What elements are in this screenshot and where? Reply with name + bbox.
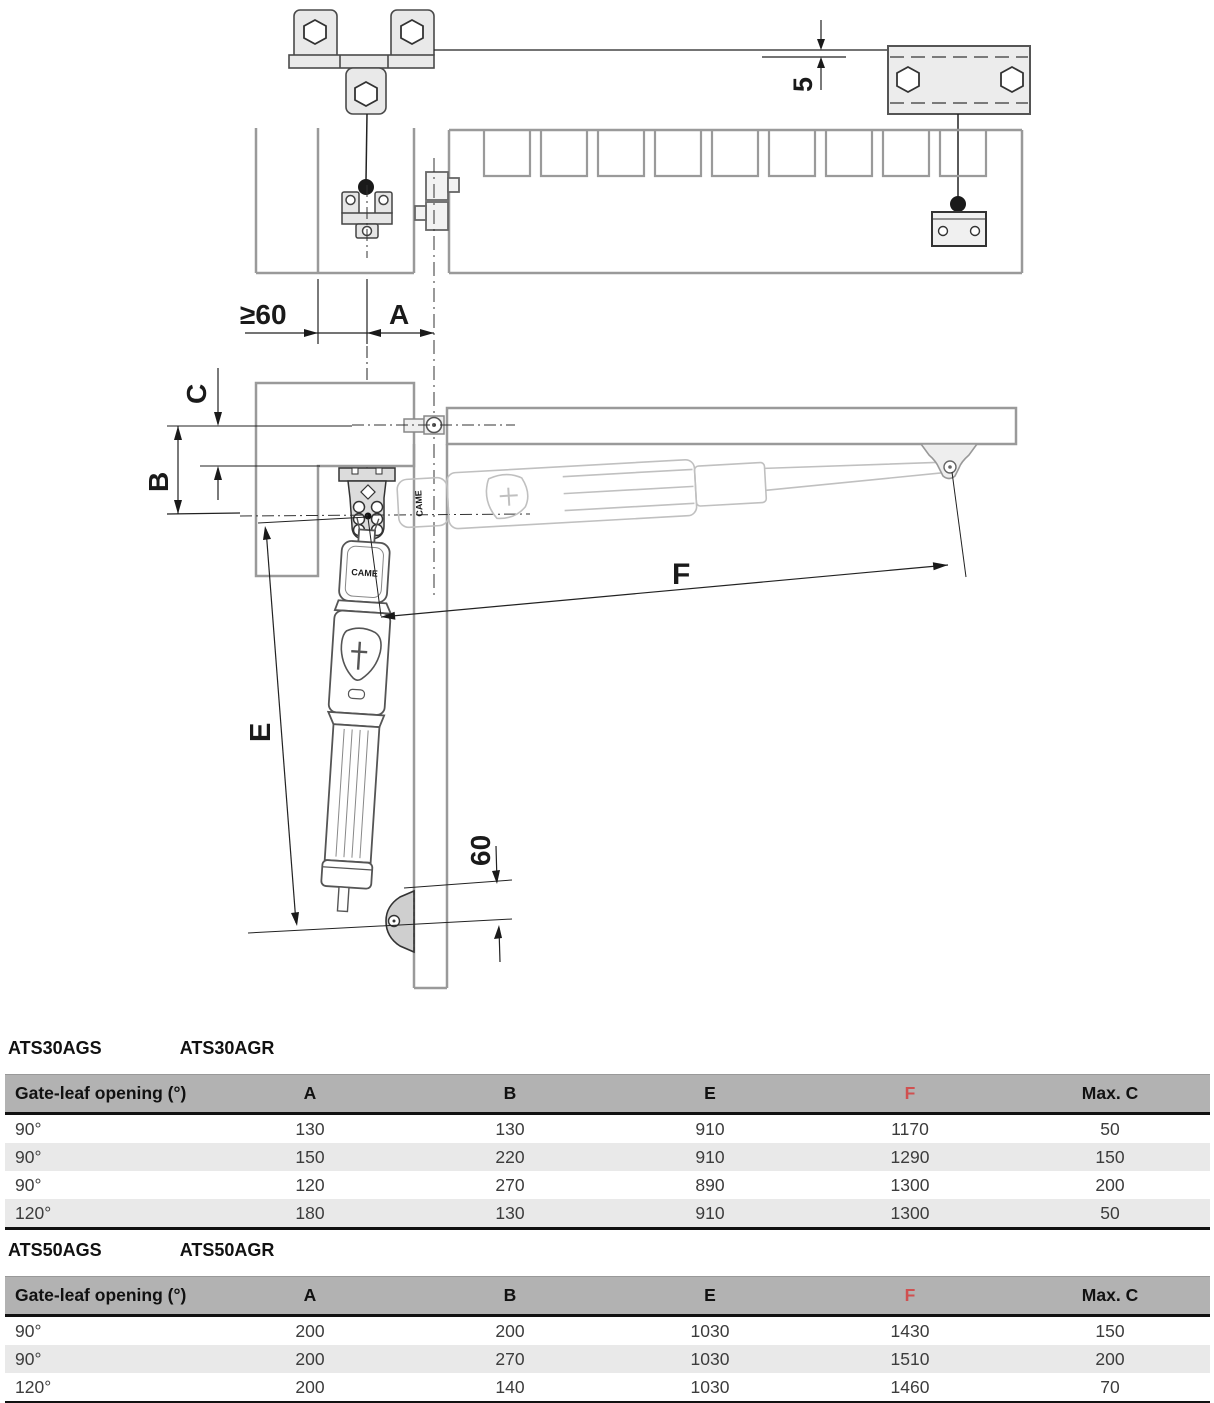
cell-a: 200: [295, 1320, 325, 1341]
callout-line: [366, 114, 367, 180]
model-name: ATS50AGR: [179, 1240, 275, 1260]
table-header-row: [5, 1075, 1210, 1114]
cell-opening: 90°: [15, 1146, 42, 1167]
front-bracket-on-rail: [386, 891, 414, 952]
cell-e: 890: [695, 1174, 725, 1195]
cell-a: 180: [295, 1202, 325, 1223]
cell-e: 1030: [690, 1320, 730, 1341]
table-row: [5, 1143, 1210, 1171]
model-titles-2: [8, 1240, 1214, 1262]
cell-e: 910: [695, 1202, 725, 1223]
cell-b: 270: [495, 1348, 525, 1369]
cell-b: 200: [495, 1320, 525, 1341]
table-row: [5, 1199, 1210, 1229]
cell-maxc: 200: [1095, 1174, 1125, 1195]
col-header-b: B: [410, 1277, 610, 1316]
dim-label-60: 60: [465, 834, 496, 866]
cell-a: 200: [295, 1376, 325, 1397]
tables-area: [0, 1028, 1214, 1403]
dimension-F: [368, 518, 948, 620]
col-header-f: F: [810, 1075, 1010, 1114]
dim-label-min60: ≥60: [240, 299, 287, 330]
front-bracket-detail: [289, 10, 434, 114]
dimension-B: [167, 426, 240, 514]
col-header-opening: Gate-leaf opening (°): [5, 1277, 210, 1316]
col-header-e: E: [610, 1075, 810, 1114]
col-header-a: A: [210, 1277, 410, 1316]
model-name: ATS30AGS: [8, 1038, 102, 1058]
actuator-closed-ghost: [396, 445, 952, 532]
dim-label-E: E: [245, 722, 277, 742]
dim-label-A: A: [389, 299, 410, 330]
table-header-row: [5, 1277, 1210, 1316]
model-titles-1: [8, 1038, 1214, 1060]
gate-bars: [484, 130, 986, 176]
cell-e: 1030: [690, 1348, 730, 1369]
gate-plate: [932, 212, 986, 246]
cell-b: 220: [495, 1146, 525, 1167]
col-header-a: A: [210, 1075, 410, 1114]
brand-logo-ghost: CAME: [413, 489, 425, 517]
table-row: [5, 1316, 1210, 1346]
cell-f: 1300: [890, 1202, 930, 1223]
gate-beam-closed: [447, 408, 1016, 444]
hinge-top-view: [415, 172, 459, 230]
table-row: [5, 1171, 1210, 1199]
table-row: [5, 1345, 1210, 1373]
cell-f: 1510: [890, 1348, 930, 1369]
model-name: ATS50AGS: [8, 1240, 102, 1260]
dimension-5: [434, 20, 888, 90]
callout-dot: [358, 179, 374, 195]
cell-opening: 90°: [15, 1348, 42, 1369]
front-bracket-on-beam: [921, 444, 977, 577]
brand-logo: CAME: [351, 567, 379, 579]
plan-view-structure: [256, 128, 1022, 273]
cell-b: 270: [495, 1174, 525, 1195]
cell-a: 150: [295, 1146, 325, 1167]
cell-opening: 90°: [15, 1320, 42, 1341]
cell-maxc: 150: [1095, 1320, 1125, 1341]
cell-opening: 120°: [15, 1376, 52, 1397]
col-header-maxc: Max. C: [1010, 1075, 1210, 1114]
cell-b: 130: [495, 1202, 525, 1223]
col-header-b: B: [410, 1075, 610, 1114]
dim-label-C: C: [181, 383, 212, 404]
cell-e: 1030: [690, 1376, 730, 1397]
dimension-table-ats50: [5, 1276, 1210, 1403]
cell-maxc: 50: [1100, 1118, 1120, 1139]
cell-opening: 90°: [15, 1118, 42, 1139]
cell-b: 130: [495, 1118, 525, 1139]
cell-f: 1290: [890, 1146, 930, 1167]
model-name: ATS30AGR: [179, 1038, 275, 1058]
table-row: [5, 1373, 1210, 1403]
cell-a: 130: [295, 1118, 325, 1139]
col-header-opening: Gate-leaf opening (°): [5, 1075, 210, 1114]
dim-label-B: B: [143, 471, 174, 492]
cell-a: 120: [295, 1174, 325, 1195]
cell-a: 200: [295, 1348, 325, 1369]
col-header-e: E: [610, 1277, 810, 1316]
cell-b: 140: [495, 1376, 525, 1397]
actuator-open: [316, 516, 397, 913]
cell-opening: 120°: [15, 1202, 52, 1223]
cell-opening: 90°: [15, 1174, 42, 1195]
cell-f: 1300: [890, 1174, 930, 1195]
cell-f: 1170: [891, 1118, 929, 1139]
cell-maxc: 200: [1095, 1348, 1125, 1369]
dimension-table-ats30: [5, 1074, 1210, 1230]
dim-label-F: F: [672, 558, 691, 591]
table-row: [5, 1114, 1210, 1144]
cell-maxc: 70: [1100, 1376, 1120, 1397]
cell-f: 1430: [890, 1320, 930, 1341]
col-header-f: F: [810, 1277, 1010, 1316]
cell-e: 910: [695, 1146, 725, 1167]
dim-label-5: 5: [788, 76, 818, 92]
cell-e: 910: [695, 1118, 725, 1139]
cell-f: 1460: [890, 1376, 930, 1397]
cell-maxc: 50: [1100, 1202, 1120, 1223]
col-header-maxc: Max. C: [1010, 1277, 1210, 1316]
cell-maxc: 150: [1095, 1146, 1125, 1167]
